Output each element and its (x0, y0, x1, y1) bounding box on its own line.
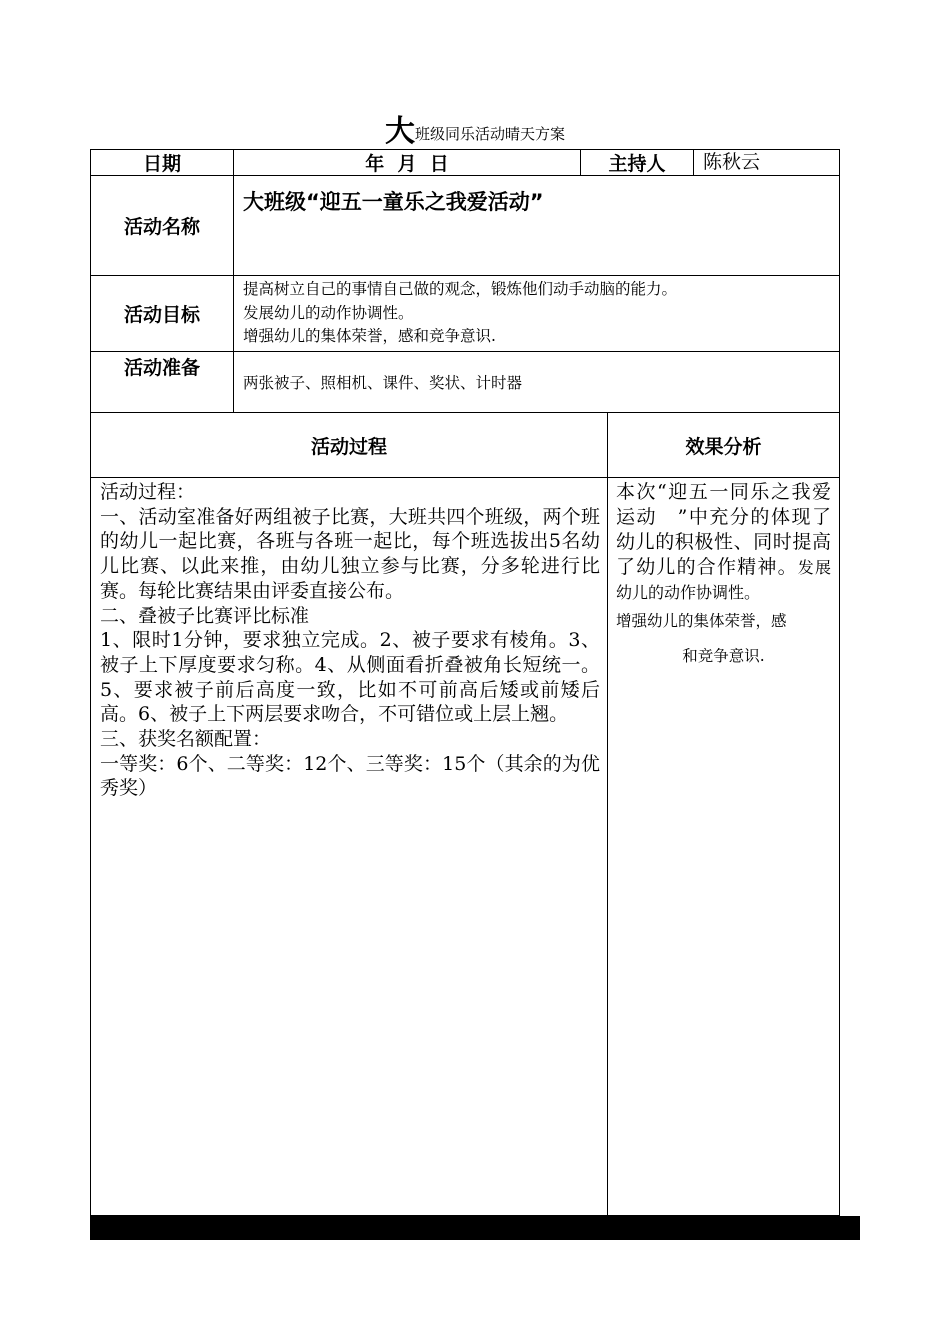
host-value: 陈秋云 (703, 151, 761, 173)
analysis-tail-1: 增强幼儿的集体荣誉，感 (616, 612, 787, 630)
column-divider (233, 149, 234, 412)
process-line: 活动过程： (100, 481, 196, 503)
goal-line: 提高树立自己的事情自己做的观念，锻炼他们动手动脑的能力。 (243, 280, 678, 298)
activity-name-value: 大班级“迎五一童乐之我爱活动” (243, 190, 544, 214)
goal-line: 增强幼儿的集体荣誉，感和竞争意识. (243, 327, 496, 345)
host-label: 主持人 (608, 153, 666, 175)
column-divider (693, 149, 694, 176)
process-paragraph: 一等奖：6个、二等奖：12个、三等奖：15个（其余的为优秀奖） (100, 752, 600, 800)
title-text: 班级同乐活动晴天方案 (414, 125, 565, 143)
analysis-body (616, 480, 831, 710)
process-body (100, 480, 600, 1200)
date-label: 日期 (142, 153, 181, 175)
date-value: 年 月 日 (365, 153, 449, 175)
row-divider (90, 351, 840, 352)
document-title (0, 106, 950, 150)
analysis-main-text: 本次“迎五一同乐之我爱运动 ”中充分的体现了幼儿的积极性、同时提高了幼儿的合作精神。 (616, 481, 831, 578)
row-divider (90, 477, 840, 478)
process-line: 三、获奖名额配置： (100, 728, 272, 751)
process-paragraph: 1、限时1分钟，要求独立完成。2、被子要求有棱角。3、被子上下厚度要求匀称。4、从侧面看折叠被角长短统一。5、要求被子前后高度一致，比如不可前高后矮或前矮后高。6、被子上下两层要求吻合，不可错位或上层上翘。 (100, 629, 600, 726)
column-divider (607, 412, 608, 1216)
analysis-tail-2: 和竞争意识. (682, 647, 765, 665)
process-paragraph: 一、活动室准备好两组被子比赛，大班共四个班级，两个班的幼儿一起比赛，各班与各班一起比，每个班选拔出5名幼儿比赛、以此来推，由幼儿独立参与比赛，分多轮进行比赛。每轮比赛结果由评委直接公布。 (100, 505, 600, 602)
title-big-char: 大 (384, 114, 415, 149)
activity-goal-text (243, 278, 838, 350)
process-header: 活动过程 (310, 435, 387, 458)
analysis-header: 效果分析 (685, 435, 762, 458)
activity-prep-label: 活动准备 (123, 357, 200, 379)
activity-prep-value: 两张被子、照相机、课件、奖状、计时器 (243, 374, 523, 392)
analysis-small-text: 发展幼儿的动作协调性。 (616, 558, 831, 602)
activity-name-label: 活动名称 (123, 216, 200, 238)
activity-goal-label: 活动目标 (123, 304, 200, 326)
goal-line: 发展幼儿的动作协调性。 (243, 303, 414, 322)
footer-bar (90, 1216, 860, 1240)
process-line: 二、叠被子比赛评比标准 (100, 604, 310, 627)
